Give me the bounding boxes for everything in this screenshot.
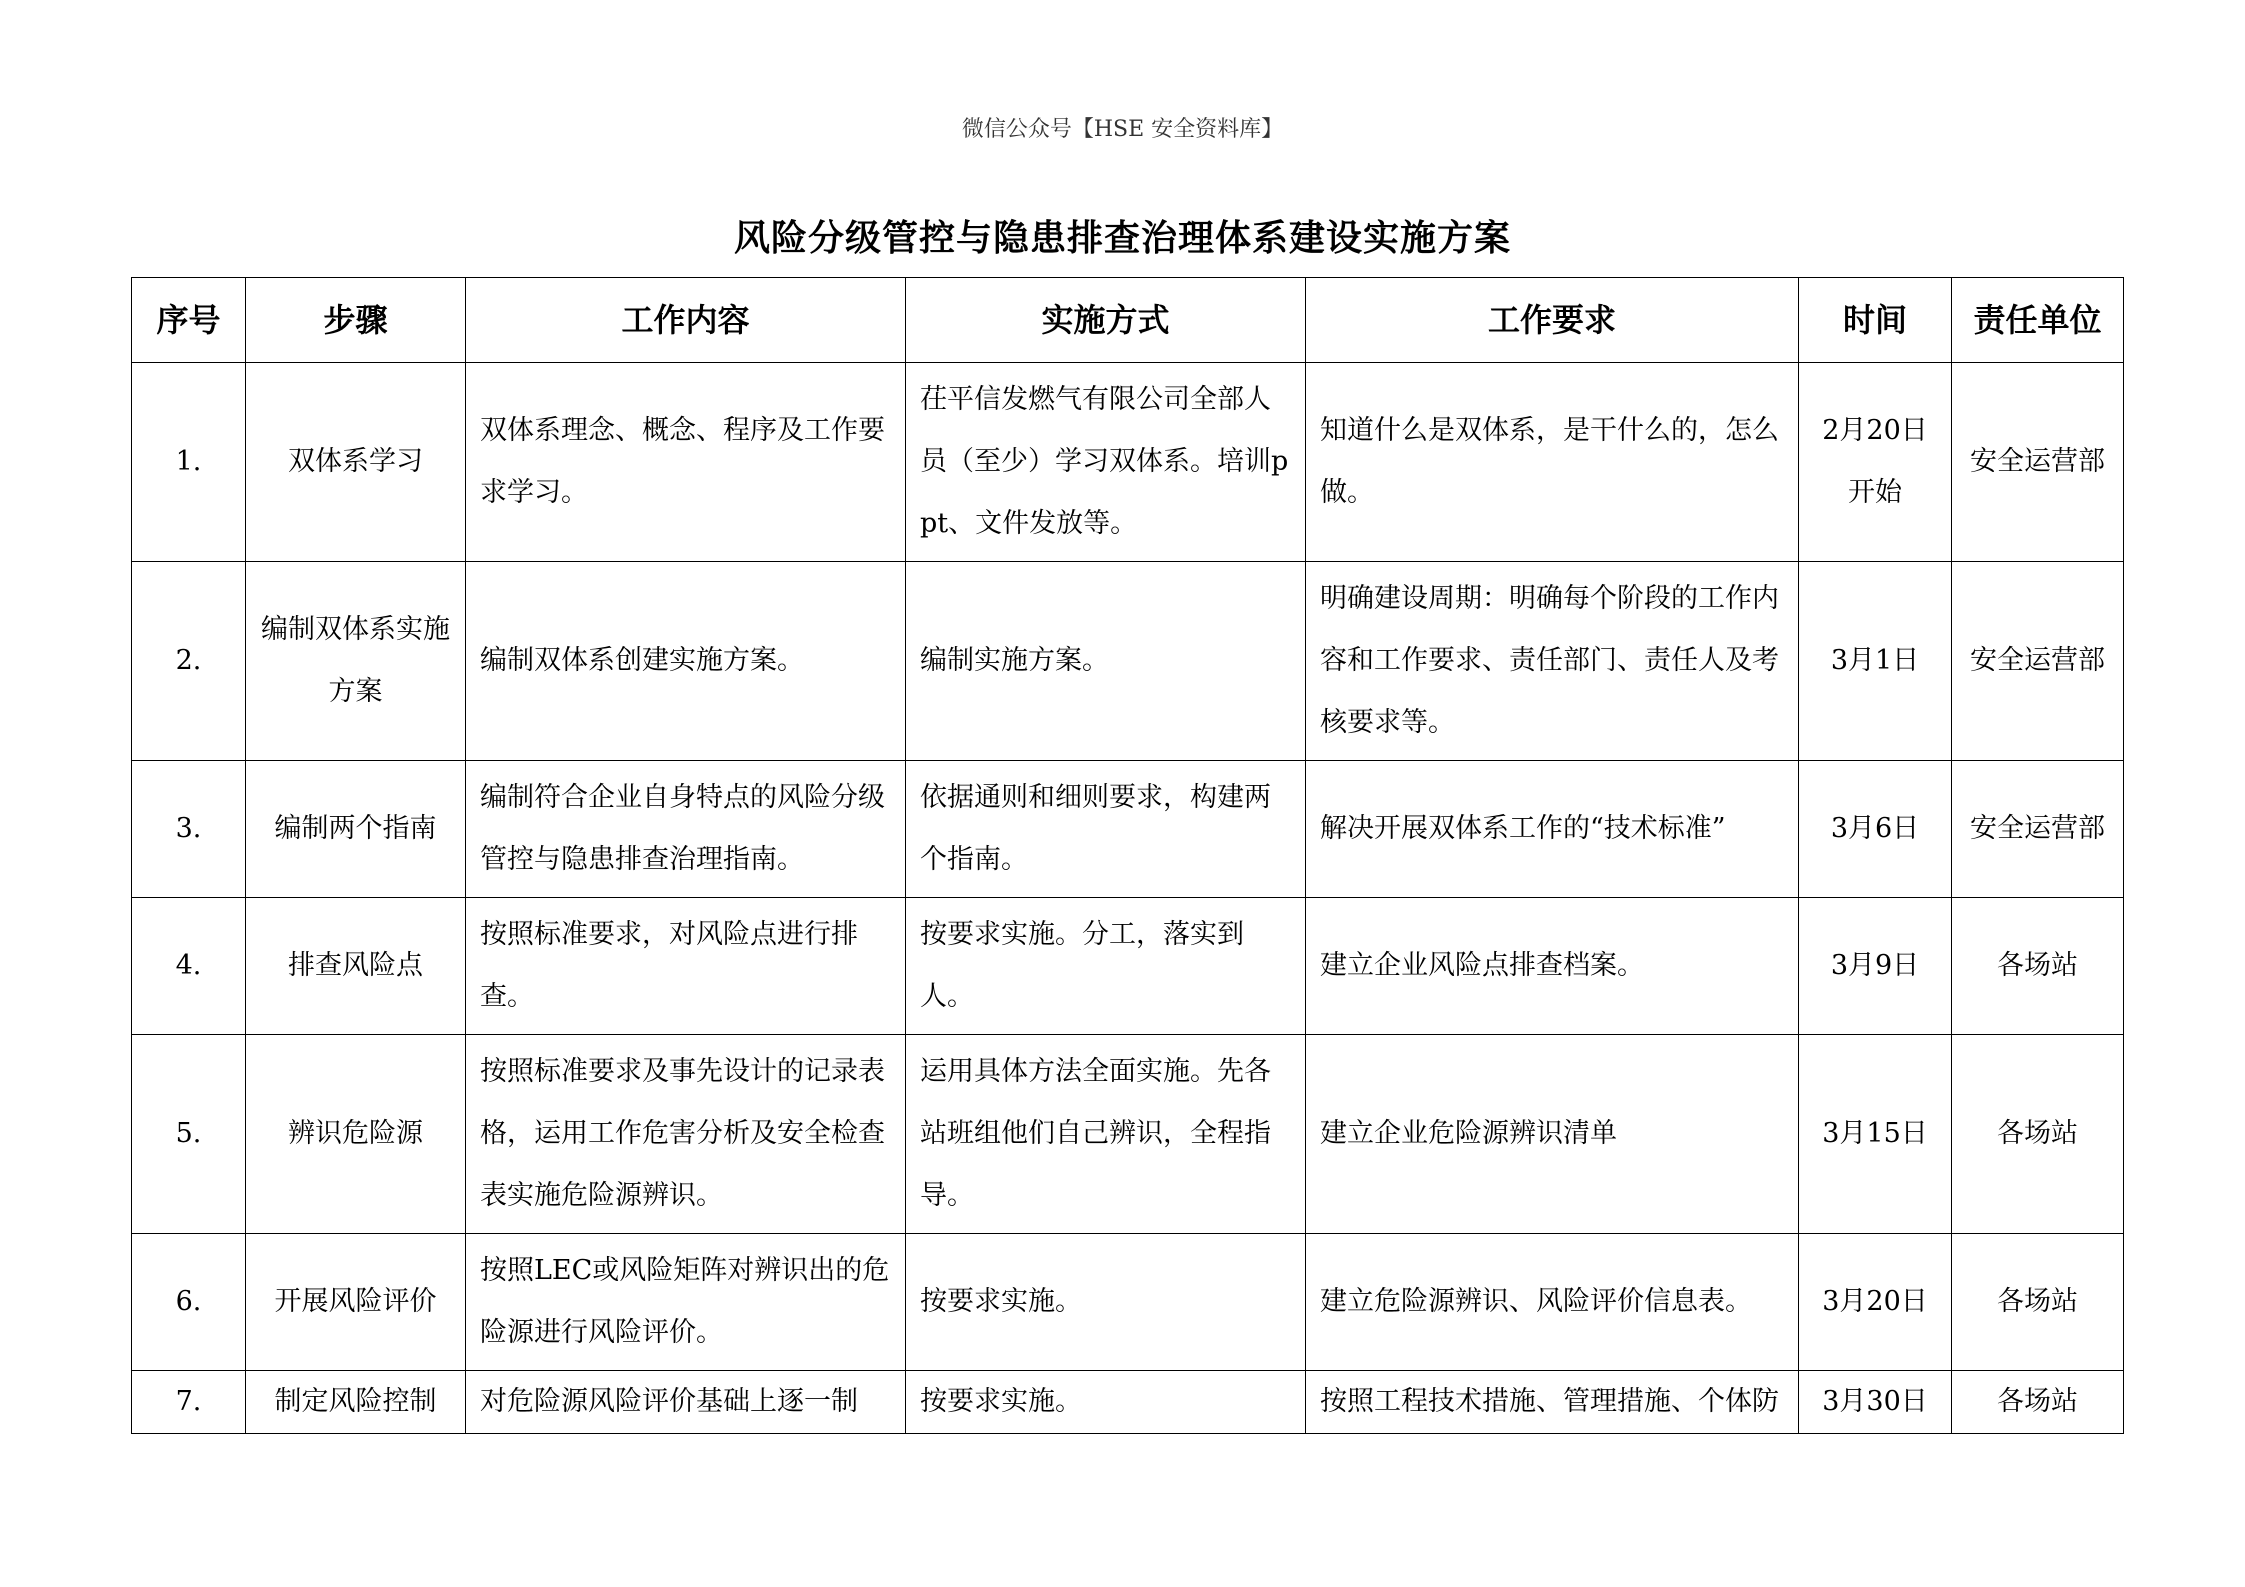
- table-row: [132, 562, 2124, 761]
- cell-method: 按要求实施。: [906, 1371, 1306, 1434]
- column-header-no: 序号: [132, 278, 246, 363]
- cell-step: 双体系学习: [246, 363, 466, 562]
- cell-requirement: 明确建设周期：明确每个阶段的工作内容和工作要求、责任部门、责任人及考核要求等。: [1306, 562, 1799, 761]
- cell-time: 3月15日: [1799, 1035, 1952, 1234]
- table-row: [132, 1371, 2124, 1434]
- cell-method: 编制实施方案。: [906, 562, 1306, 761]
- cell-method: 依据通则和细则要求，构建两个指南。: [906, 761, 1306, 898]
- table-row: [132, 363, 2124, 562]
- cell-step: 编制双体系实施方案: [246, 562, 466, 761]
- cell-unit: 安全运营部: [1952, 761, 2124, 898]
- column-header-content: 工作内容: [466, 278, 906, 363]
- cell-no: 4.: [132, 898, 246, 1035]
- document-title: 风险分级管控与隐患排查治理体系建设实施方案: [733, 218, 1511, 259]
- cell-step: 制定风险控制: [246, 1371, 466, 1434]
- cell-requirement: 按照工程技术措施、管理措施、个体防: [1306, 1371, 1799, 1434]
- cell-content: 双体系理念、概念、程序及工作要求学习。: [466, 363, 906, 562]
- cell-time: 2月20日开始: [1799, 363, 1952, 562]
- cell-time: 3月20日: [1799, 1234, 1952, 1371]
- table-row: [132, 1035, 2124, 1234]
- cell-requirement: 建立企业风险点排查档案。: [1306, 898, 1799, 1035]
- cell-content: 对危险源风险评价基础上逐一制: [466, 1371, 906, 1434]
- cell-method: 按要求实施。: [906, 1234, 1306, 1371]
- cell-unit: 各场站: [1952, 1234, 2124, 1371]
- cell-no: 6.: [132, 1234, 246, 1371]
- cell-step: 开展风险评价: [246, 1234, 466, 1371]
- cell-no: 5.: [132, 1035, 246, 1234]
- header-watermark: 微信公众号【HSE 安全资料库】: [961, 117, 1284, 142]
- cell-no: 7.: [132, 1371, 246, 1434]
- cell-requirement: 解决开展双体系工作的“技术标准”: [1306, 761, 1799, 898]
- cell-time: 3月30日: [1799, 1371, 1952, 1434]
- cell-method: 按要求实施。分工，落实到人。: [906, 898, 1306, 1035]
- cell-time: 3月1日: [1799, 562, 1952, 761]
- cell-content: 编制符合企业自身特点的风险分级管控与隐患排查治理指南。: [466, 761, 906, 898]
- cell-content: 按照LEC或风险矩阵对辨识出的危险源进行风险评价。: [466, 1234, 906, 1371]
- cell-step: 辨识危险源: [246, 1035, 466, 1234]
- cell-unit: 各场站: [1952, 1371, 2124, 1434]
- implementation-plan-table: [131, 277, 2124, 1434]
- cell-requirement: 建立危险源辨识、风险评价信息表。: [1306, 1234, 1799, 1371]
- cell-unit: 安全运营部: [1952, 363, 2124, 562]
- column-header-requirement: 工作要求: [1306, 278, 1799, 363]
- cell-content: 按照标准要求，对风险点进行排查。: [466, 898, 906, 1035]
- column-header-step: 步骤: [246, 278, 466, 363]
- cell-no: 1.: [132, 363, 246, 562]
- cell-no: 2.: [132, 562, 246, 761]
- cell-time: 3月6日: [1799, 761, 1952, 898]
- cell-requirement: 知道什么是双体系，是干什么的，怎么做。: [1306, 363, 1799, 562]
- cell-method: 茌平信发燃气有限公司全部人员（至少）学习双体系。培训ppt、文件发放等。: [906, 363, 1306, 562]
- table-row: [132, 898, 2124, 1035]
- cell-unit: 安全运营部: [1952, 562, 2124, 761]
- cell-time: 3月9日: [1799, 898, 1952, 1035]
- cell-no: 3.: [132, 761, 246, 898]
- cell-unit: 各场站: [1952, 1035, 2124, 1234]
- cell-method: 运用具体方法全面实施。先各站班组他们自己辨识，全程指导。: [906, 1035, 1306, 1234]
- column-header-time: 时间: [1799, 278, 1952, 363]
- cell-step: 排查风险点: [246, 898, 466, 1035]
- cell-requirement: 建立企业危险源辨识清单: [1306, 1035, 1799, 1234]
- cell-content: 按照标准要求及事先设计的记录表格，运用工作危害分析及安全检查表实施危险源辨识。: [466, 1035, 906, 1234]
- table-row: [132, 1234, 2124, 1371]
- cell-unit: 各场站: [1952, 898, 2124, 1035]
- cell-content: 编制双体系创建实施方案。: [466, 562, 906, 761]
- cell-step: 编制两个指南: [246, 761, 466, 898]
- column-header-method: 实施方式: [906, 278, 1306, 363]
- column-header-unit: 责任单位: [1952, 278, 2124, 363]
- table-header-row: [132, 278, 2124, 363]
- table-row: [132, 761, 2124, 898]
